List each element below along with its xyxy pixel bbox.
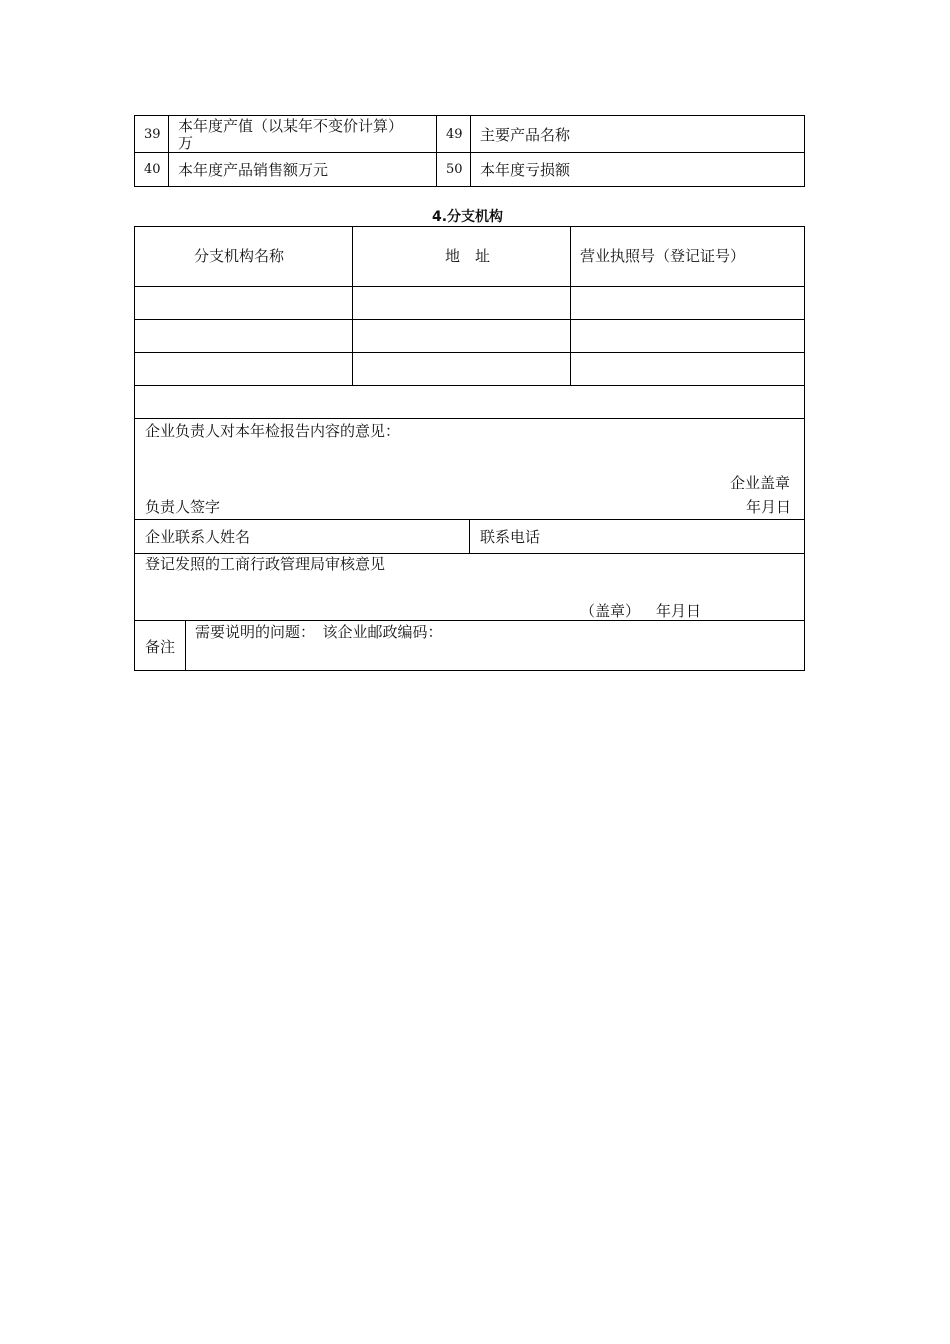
table-divider bbox=[134, 286, 805, 287]
stats-col-divider bbox=[436, 115, 437, 187]
row-number: 40 bbox=[144, 162, 161, 177]
stats-label: 万 bbox=[178, 134, 194, 152]
remarks-text: 需要说明的问题： 该企业邮政编码： bbox=[195, 623, 443, 641]
stats-label: 本年度亏损额 bbox=[480, 161, 571, 179]
signature-label: 负责人签字 bbox=[145, 498, 221, 516]
row-number: 39 bbox=[144, 127, 161, 142]
table-divider bbox=[134, 553, 805, 554]
table-col-divider bbox=[185, 620, 186, 671]
header-address: 地 址 bbox=[445, 247, 491, 265]
table-col-divider bbox=[570, 226, 571, 385]
opinion-label: 企业负责人对本年检报告内容的意见： bbox=[145, 422, 401, 440]
stats-label: 本年度产品销售额万元 bbox=[178, 161, 329, 179]
opinion-date-label: 年月日 bbox=[746, 498, 792, 516]
table-divider bbox=[134, 319, 805, 320]
contact-name-label: 企业联系人姓名 bbox=[145, 528, 251, 546]
remarks-label: 备注 bbox=[145, 638, 176, 656]
review-seal-label: （盖章） bbox=[580, 602, 641, 620]
table-col-divider bbox=[352, 226, 353, 385]
contact-phone-label: 联系电话 bbox=[480, 528, 541, 546]
table-divider bbox=[134, 352, 805, 353]
stats-col-divider bbox=[168, 115, 169, 187]
branch-form-table bbox=[134, 226, 805, 671]
header-branch-name: 分支机构名称 bbox=[194, 247, 285, 265]
section-title: 4.分支机构 bbox=[432, 209, 504, 225]
stats-label: 主要产品名称 bbox=[480, 126, 571, 144]
table-divider bbox=[134, 385, 805, 386]
row-number: 50 bbox=[446, 162, 463, 177]
table-divider bbox=[134, 418, 805, 419]
header-license-no: 营业执照号（登记证号） bbox=[580, 247, 746, 265]
enterprise-seal-label: 企业盖章 bbox=[730, 474, 791, 492]
stats-label: 本年度产值（以某年不变价计算） bbox=[178, 117, 404, 135]
stats-col-divider bbox=[470, 115, 471, 187]
table-divider bbox=[134, 620, 805, 621]
row-number: 49 bbox=[446, 127, 463, 142]
review-label: 登记发照的工商行政管理局审核意见 bbox=[145, 555, 386, 573]
table-col-divider bbox=[469, 519, 470, 553]
review-date-label: 年月日 bbox=[656, 602, 702, 620]
